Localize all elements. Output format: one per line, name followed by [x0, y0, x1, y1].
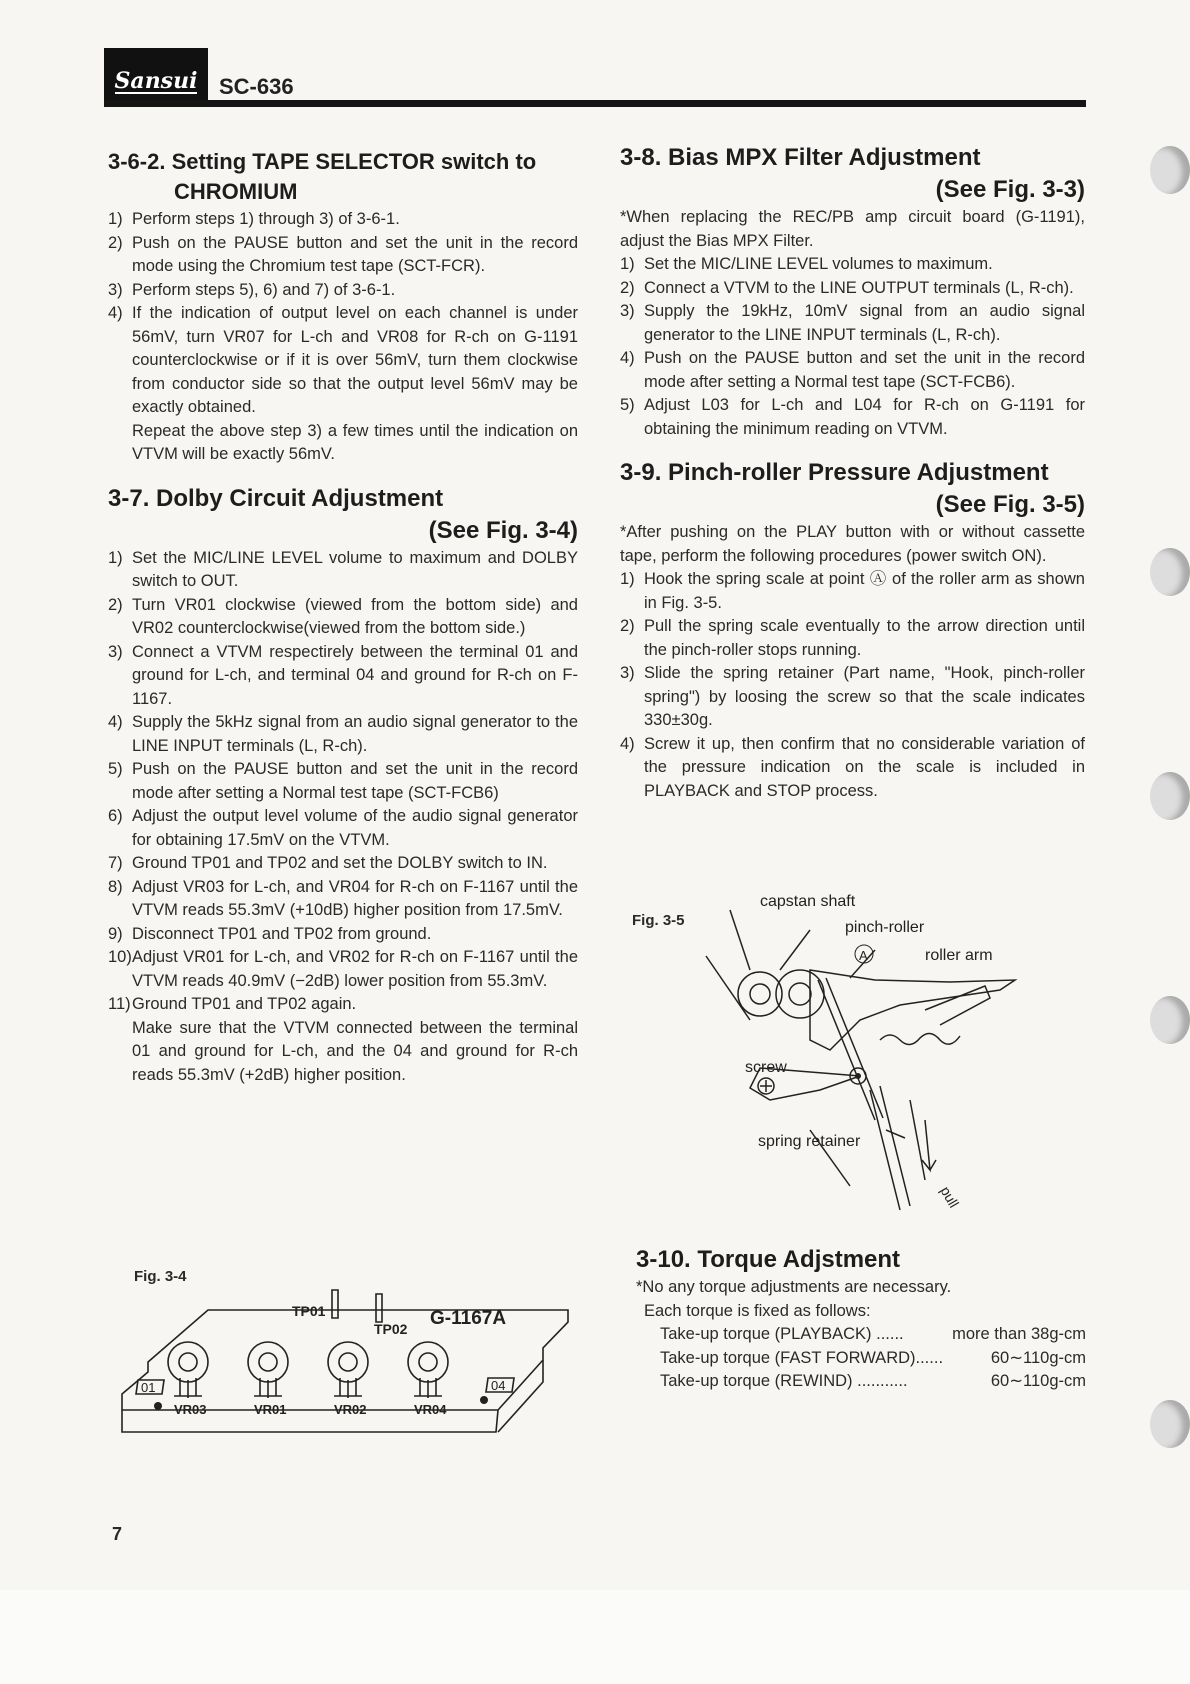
- list-item: 1) Set the MIC/LINE LEVEL volume to maximum and DOLBY switch to OUT.: [108, 548, 578, 590]
- list-item: 1) Perform steps 1) through 3) of 3-6-1.: [108, 210, 400, 228]
- binder-hole: [1150, 548, 1190, 596]
- section-note: *After pushing on the PLAY button with or without cassette tape, perform the following procedures (power switch ON).: [620, 523, 1085, 565]
- list-item: 3) Perform steps 5), 6) and 7) of 3-6-1.: [108, 280, 396, 299]
- list-item: 11) Ground TP01 and TP02 again.: [108, 995, 357, 1013]
- step-list: [620, 568, 1085, 803]
- list-item: 4) Push on the PAUSE button and set the unit in the record mode after setting a Normal test tape (SCT-FCB6).: [620, 349, 1085, 391]
- right-column: [620, 142, 1085, 803]
- vr-label: VR04: [414, 1402, 447, 1417]
- step-list: [620, 253, 1085, 441]
- figure-label: Fig. 3-4: [134, 1268, 187, 1285]
- brand-logo: Sansui: [104, 48, 208, 100]
- tp02-label: TP02: [374, 1321, 408, 1337]
- section-title-cont: CHROMIUM: [174, 179, 298, 204]
- roller-arm-label: roller arm: [925, 947, 993, 964]
- section-title: 3-10. Torque Adjstment: [636, 1246, 901, 1273]
- vr-label: VR03: [174, 1402, 207, 1417]
- tp01-label: TP01: [292, 1303, 326, 1319]
- board-label: G-1167A: [430, 1308, 507, 1329]
- section-3-7: [108, 483, 578, 1088]
- section-title: 3-7. Dolby Circuit Adjustment: [108, 484, 444, 512]
- list-item: 9) Disconnect TP01 and TP02 from ground.: [108, 924, 432, 943]
- list-item: 5) Adjust L03 for L-ch and L04 for R-ch on G-1191 for obtaining the minimum reading on VTVM.: [620, 396, 1085, 438]
- list-item: 2) Turn VR01 clockwise (viewed from the bottom side) and VR02 counterclockwise(viewed from the bottom side.): [108, 595, 578, 637]
- terminal-01-label: 01: [141, 1380, 156, 1395]
- header-rule: [104, 100, 1086, 107]
- step-list: [108, 208, 578, 420]
- list-item: 2) Connect a VTVM to the LINE OUTPUT terminals (L, R-ch).: [620, 278, 1074, 297]
- vr-label: VR01: [254, 1402, 287, 1417]
- list-item: 3) Connect a VTVM respectirely between the terminal 01 and ground for L-ch, and terminal 04 and ground for R-ch on F-1167.: [108, 642, 578, 708]
- list-item: 5) Push on the PAUSE button and set the unit in the record mode after setting a Normal test tape (SCT-FCB6): [108, 760, 578, 802]
- section-note: Repeat the above step 3) a few times until the indication on VTVM will be exactly 56mV.: [132, 421, 578, 463]
- list-item: 1) Set the MIC/LINE LEVEL volumes to maximum.: [620, 255, 993, 273]
- binder-hole: [1150, 772, 1190, 820]
- figure-reference: (See Fig. 3-4): [428, 516, 578, 544]
- torque-row: Take-up torque (FAST FORWARD)...... 60∼110g-cm: [660, 1348, 1086, 1367]
- torque-row: Take-up torque (PLAYBACK) ...... more than 38g-cm: [660, 1325, 1086, 1343]
- section-note: *When replacing the REC/PB amp circuit board (G-1191), adjust the Bias MPX Filter.: [620, 208, 1085, 250]
- list-item: 3) Slide the spring retainer (Part name, "Hook, pinch-roller spring") by loosing the screw so that the scale indicates 330±30g.: [620, 664, 1085, 729]
- capstan-label: capstan shaft: [760, 893, 856, 910]
- figure-3-4-diagram: [118, 1282, 578, 1438]
- list-item: 10) Adjust VR01 for L-ch, and VR02 for R-ch on F-1167 until the VTVM reads 40.9mV (−2dB) lower position from 55.3mV.: [108, 948, 578, 990]
- section-title: 3-6-2. Setting TAPE SELECTOR switch to: [108, 149, 537, 174]
- screw-label: screw: [745, 1059, 787, 1076]
- pinch-roller-label: pinch-roller: [845, 919, 925, 936]
- point-a-label: A: [859, 948, 868, 963]
- list-item: 2) Push on the PAUSE button and set the unit in the record mode using the Chromium test tape (SCT-FCR).: [108, 233, 578, 275]
- binder-hole: [1150, 146, 1190, 194]
- list-item: 1) Hook the spring scale at point Ⓐ of the roller arm as shown in Fig. 3-5.: [620, 570, 1085, 612]
- section-3-6-2: [108, 146, 578, 467]
- page-bottom-margin: [0, 1590, 1190, 1684]
- section-3-9: [620, 457, 1085, 803]
- left-column: [108, 146, 578, 1087]
- section-title: 3-8. Bias MPX Filter Adjustment: [620, 144, 981, 171]
- section-3-10: [636, 1244, 1086, 1394]
- list-item: 6) Adjust the output level volume of the audio signal generator for obtaining 17.5mV on the VTVM.: [108, 807, 578, 849]
- list-item: 4) If the indication of output level on each channel is under 56mV, turn VR07 for L-ch and VR08 for R-ch on G-1191 counterclockwise or if it is over 56mV, turn them clockwise from conductor side so that the output level 56mV may be exactly obtained.: [108, 304, 578, 416]
- vr-label: VR02: [334, 1402, 367, 1417]
- binder-hole: [1150, 1400, 1190, 1448]
- page-number: 7: [112, 1524, 123, 1544]
- figure-reference: (See Fig. 3-3): [935, 176, 1085, 203]
- figure-3-5-diagram: [700, 890, 1030, 1220]
- page-header: [104, 48, 1086, 108]
- torque-row: Take-up torque (REWIND) ........... 60∼110g-cm: [660, 1372, 1086, 1390]
- list-item: 4) Screw it up, then confirm that no considerable variation of the pressure indication on the scale is included in PLAYBACK and STOP process.: [620, 734, 1085, 800]
- pull-label: pull: [937, 1183, 963, 1211]
- list-item: 2) Pull the spring scale eventually to the arrow direction until the pinch-roller stops running.: [620, 617, 1085, 659]
- model-number: SC-636: [219, 74, 294, 99]
- binder-hole: [1150, 996, 1190, 1044]
- section-note: *No any torque adjustments are necessary.: [636, 1278, 952, 1296]
- list-item: 7) Ground TP01 and TP02 and set the DOLBY switch to IN.: [108, 854, 548, 872]
- figure-label: Fig. 3-5: [632, 912, 685, 929]
- list-item: 8) Adjust VR03 for L-ch, and VR04 for R-ch on F-1167 until the VTVM reads 55.3mV (+10dB) higher position from 17.5mV.: [108, 877, 578, 919]
- list-item: 3) Supply the 19kHz, 10mV signal from an audio signal generator to the LINE INPUT terminals (L, R-ch).: [620, 302, 1085, 344]
- terminal-04-label: 04: [491, 1378, 506, 1393]
- figure-reference: (See Fig. 3-5): [935, 491, 1085, 518]
- section-title: 3-9. Pinch-roller Pressure Adjustment: [620, 459, 1049, 486]
- section-3-8: [620, 142, 1085, 441]
- step-list: [108, 547, 578, 1017]
- list-item: 4) Supply the 5kHz signal from an audio signal generator to the LINE INPUT terminals (L, R-ch).: [108, 713, 578, 755]
- spring-retainer-label: spring retainer: [758, 1133, 861, 1150]
- section-note: Each torque is fixed as follows:: [644, 1301, 871, 1320]
- section-note: Make sure that the VTVM connected between the terminal 01 and ground for L-ch, and the 04 and ground for R-ch reads 55.3mV (+2dB) higher position.: [132, 1018, 578, 1084]
